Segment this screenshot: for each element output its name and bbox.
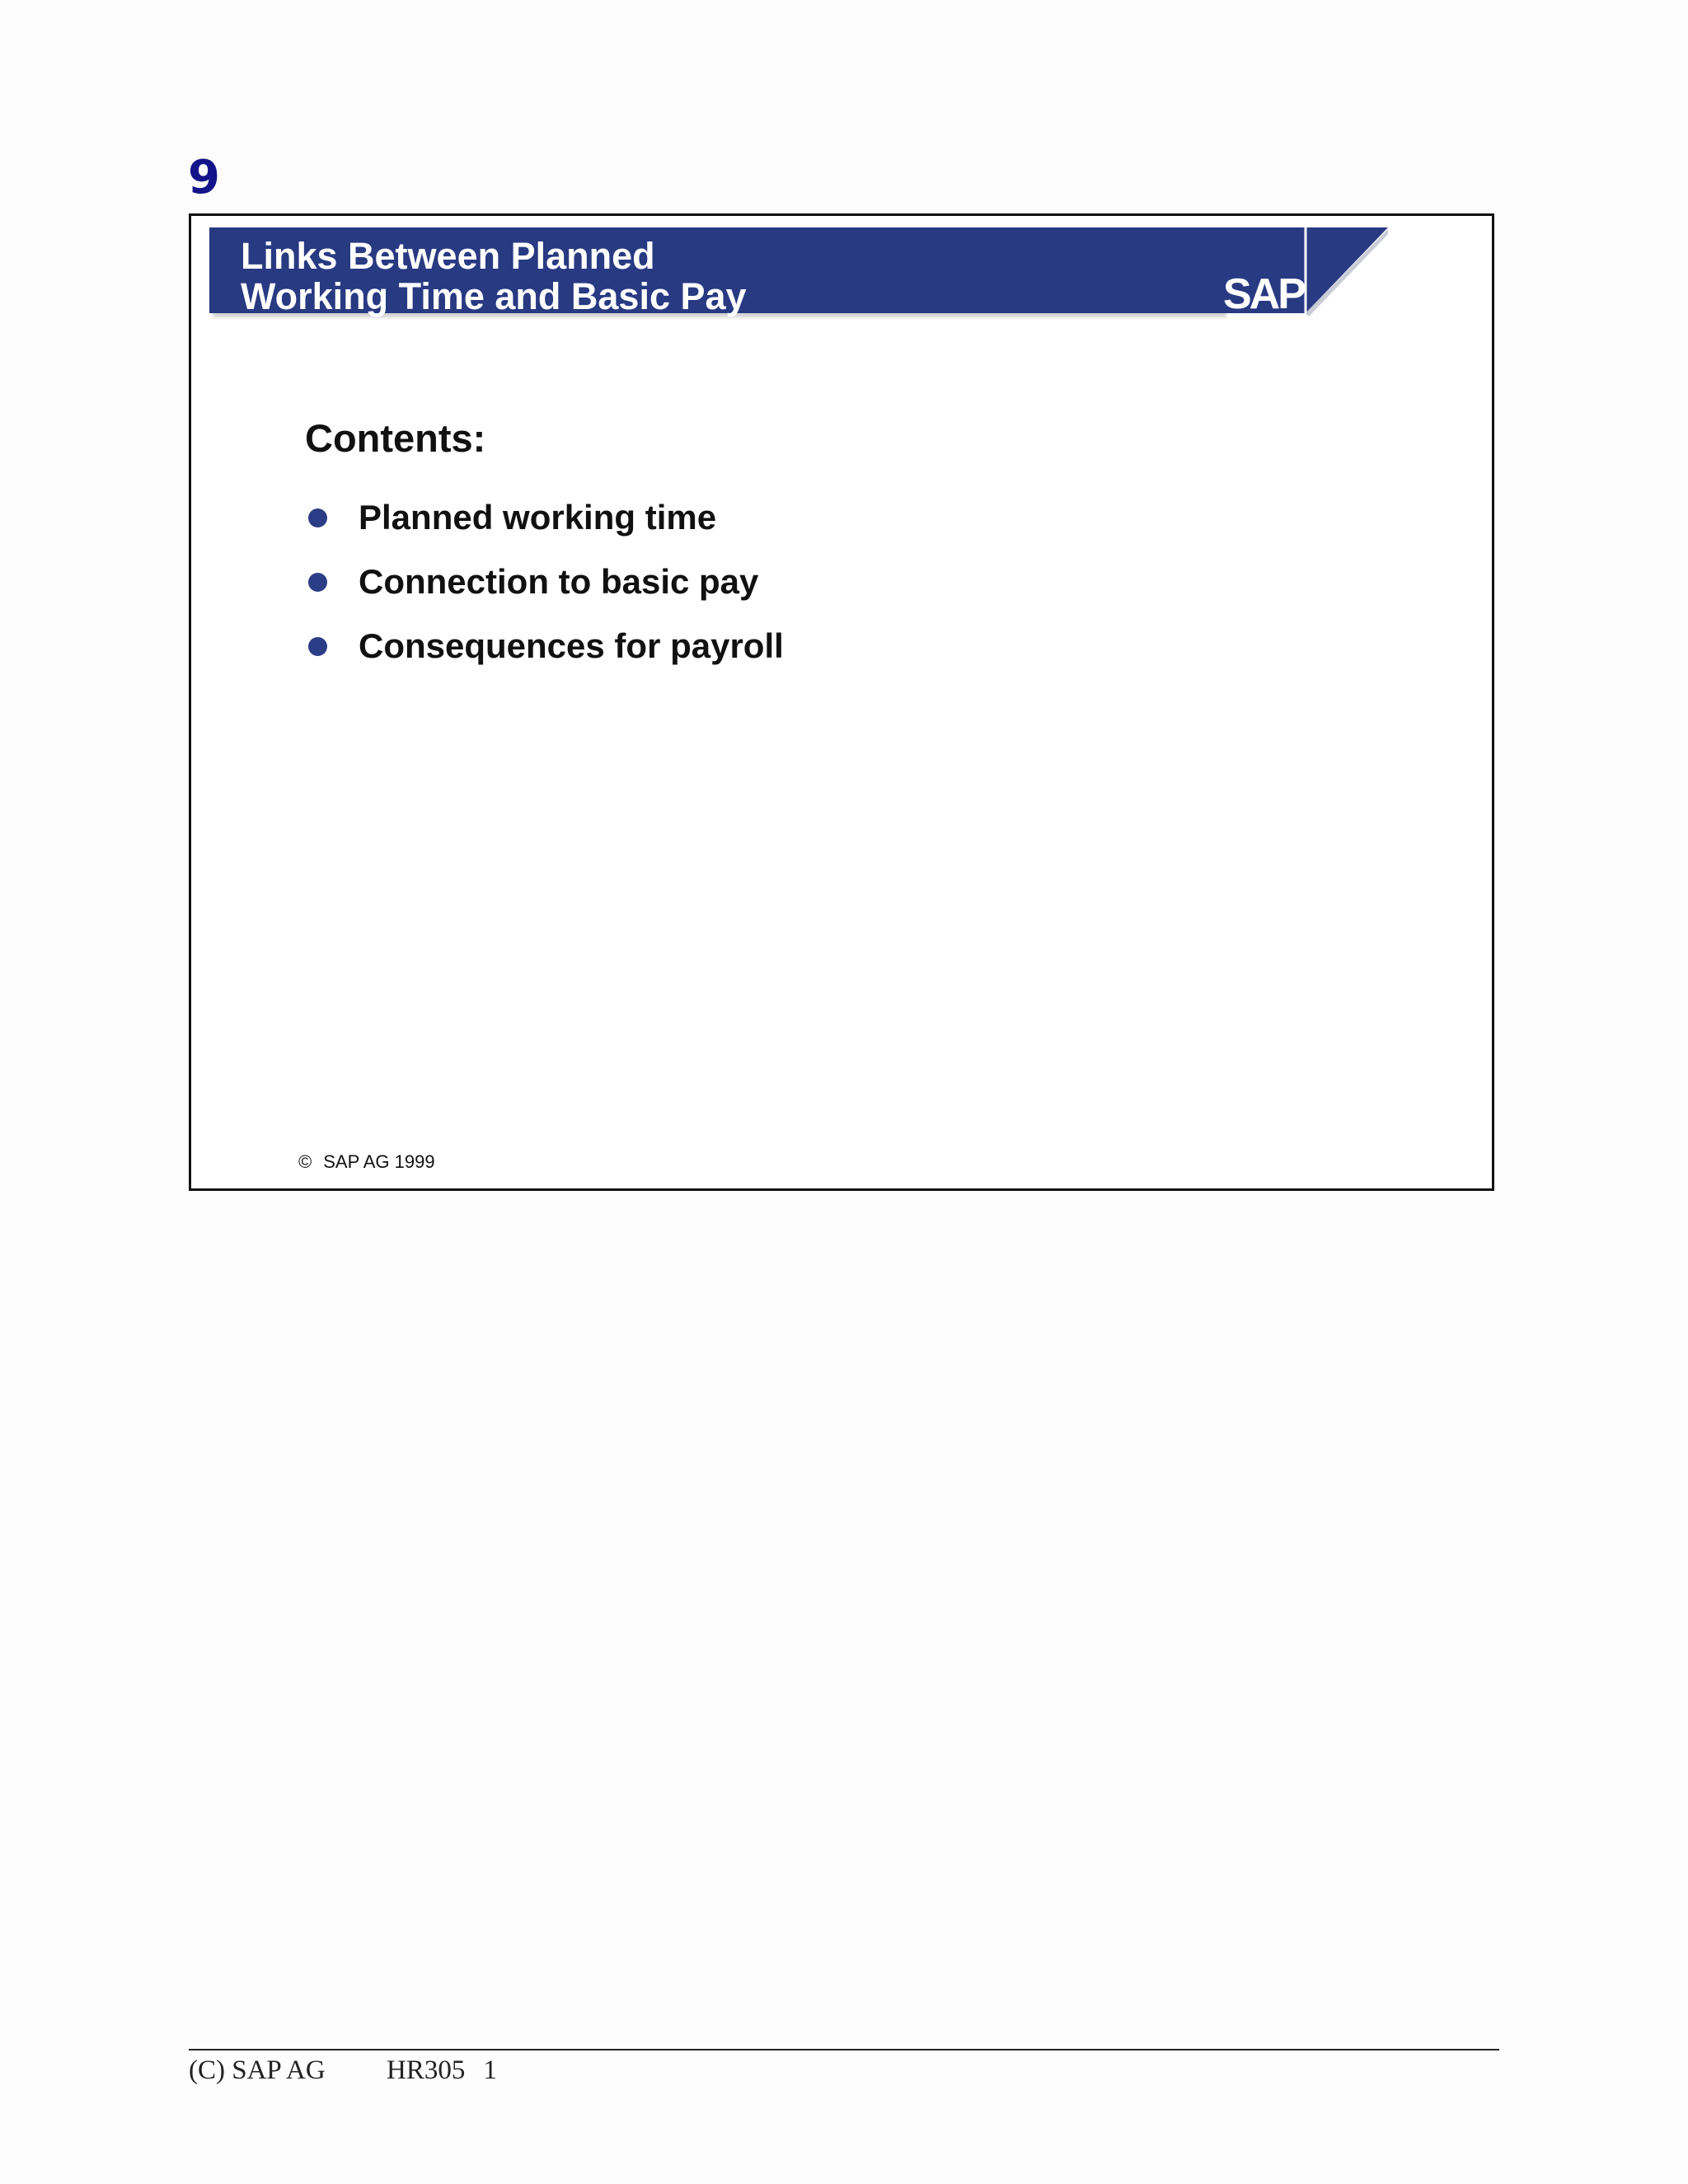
bullet-dot-icon [308, 573, 327, 592]
footer-company: (C) SAP AG [189, 2055, 326, 2085]
slide-title-bar [209, 227, 1223, 317]
page-footer [189, 2055, 497, 2086]
list-item [305, 485, 784, 550]
contents-section [305, 416, 784, 678]
list-item-label: Connection to basic pay [359, 562, 759, 601]
bullet-dot-icon [308, 509, 327, 527]
list-item [305, 550, 784, 614]
sap-logo [1223, 227, 1388, 320]
list-item [305, 614, 784, 678]
copyright-icon: © [298, 1151, 312, 1172]
list-item-label: Consequences for payroll [359, 626, 784, 665]
slide-frame [189, 213, 1494, 1191]
slide-copyright [298, 1151, 435, 1173]
contents-list [305, 485, 784, 678]
footer-divider [189, 2049, 1499, 2050]
sap-logo-text: SAP [1223, 270, 1304, 318]
slide-title [241, 236, 747, 316]
slide-copyright-text: SAP AG 1999 [323, 1151, 435, 1172]
bullet-dot-icon [308, 637, 327, 656]
contents-heading: Contents: [305, 416, 486, 460]
slide-title-line-1: Links Between Planned [241, 235, 655, 277]
footer-page-number: 1 [483, 2055, 497, 2085]
chapter-number: 9 [188, 151, 220, 204]
slide-title-line-2: Working Time and Basic Pay [241, 275, 747, 317]
list-item-label: Planned working time [359, 498, 717, 537]
footer-course: HR305 [387, 2055, 466, 2085]
